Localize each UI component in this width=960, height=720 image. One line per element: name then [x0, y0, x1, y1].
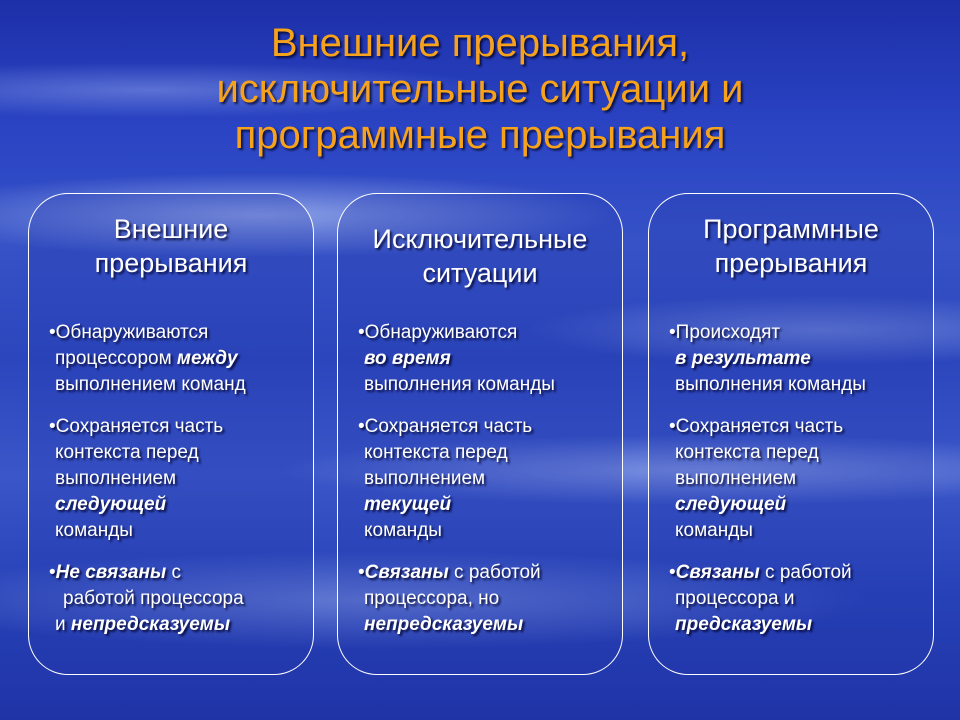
bullet-line [49, 560, 307, 586]
emphasis-text: Связаны [364, 562, 449, 583]
bullet-line [358, 320, 616, 346]
title-line-3: программные прерывания [234, 113, 726, 157]
bullet-text: выполнения команды [364, 374, 555, 395]
slide-title [0, 20, 960, 158]
bullet-text: с работой [759, 562, 852, 583]
bullet-item [358, 414, 616, 544]
bullet-line [669, 586, 927, 612]
bullet-text: команды [55, 520, 133, 541]
column-external-interrupts [28, 193, 314, 675]
bullet-text: Происходят [675, 322, 781, 343]
bullet-dot: • [669, 416, 676, 437]
emphasis-text: между [176, 348, 238, 369]
bullet-text: с [166, 562, 181, 583]
bullet-line [669, 372, 927, 398]
title-line-2: исключительные ситуации и [216, 67, 744, 111]
bullet-line [358, 372, 616, 398]
bullet-text: Обнаруживаются [364, 322, 518, 343]
bullet-dot: • [669, 562, 676, 583]
emphasis-text: непредсказуемы [70, 614, 231, 635]
emphasis-text: непредсказуемы [364, 614, 524, 635]
bullet-line [669, 492, 927, 518]
bullet-line [669, 440, 927, 466]
bullet-dot: • [358, 562, 365, 583]
bullet-line [669, 320, 927, 346]
bullet-text: и [55, 614, 71, 635]
column-software-interrupts [648, 193, 934, 675]
bullet-text: работой процессора [63, 588, 244, 609]
bullet-text: команды [364, 520, 442, 541]
emphasis-text: предсказуемы [675, 614, 813, 635]
bullet-dot: • [358, 322, 365, 343]
bullet-text: Сохраняется часть [675, 416, 844, 437]
bullet-text: процессором [55, 348, 177, 369]
bullet-text: Сохраняется часть [55, 416, 224, 437]
bullet-text: выполнением [675, 468, 797, 489]
bullet-line [49, 586, 307, 612]
bullet-dot: • [669, 322, 676, 343]
bullet-dot: • [49, 416, 56, 437]
column-heading-line: прерывания [714, 248, 868, 278]
bullet-dot: • [358, 416, 365, 437]
column-heading-line: Исключительные [372, 224, 588, 254]
bullet-line [358, 518, 616, 544]
bullet-list [669, 320, 927, 654]
emphasis-text: следующей [55, 494, 167, 515]
bullet-line [49, 440, 307, 466]
bullet-text: контекста перед [55, 442, 199, 463]
bullet-line [49, 492, 307, 518]
bullet-line [358, 466, 616, 492]
bullet-line [669, 466, 927, 492]
bullet-line [358, 560, 616, 586]
column-heading-line: Программные [703, 214, 879, 244]
emphasis-text: Связаны [675, 562, 760, 583]
bullet-text: контекста перед [675, 442, 819, 463]
emphasis-text: во время [364, 348, 451, 369]
bullet-line [49, 612, 307, 638]
bullet-line [358, 414, 616, 440]
emphasis-text: следующей [675, 494, 787, 515]
bullet-item [49, 560, 307, 638]
bullet-text: выполнением [55, 468, 177, 489]
bullet-dot: • [49, 562, 56, 583]
bullet-text: выполнением команд [55, 374, 246, 395]
bullet-text: Сохраняется часть [364, 416, 533, 437]
bullet-text: выполнением [364, 468, 486, 489]
bullet-line [669, 414, 927, 440]
bullet-item [358, 320, 616, 398]
column-heading [29, 212, 313, 280]
bullet-line [49, 466, 307, 492]
bullet-item [49, 414, 307, 544]
bullet-text: контекста перед [364, 442, 508, 463]
emphasis-text: Не связаны [55, 562, 167, 583]
bullet-dot: • [49, 322, 56, 343]
bullet-line [669, 560, 927, 586]
column-heading-line: Внешние [113, 214, 229, 244]
bullet-item [669, 320, 927, 398]
bullet-line [49, 320, 307, 346]
bullet-list [49, 320, 307, 654]
bullet-line [358, 440, 616, 466]
bullet-text: выполнения команды [675, 374, 866, 395]
bullet-text: с работой [448, 562, 541, 583]
bullet-line [358, 492, 616, 518]
bullet-text: команды [675, 520, 753, 541]
bullet-line [669, 518, 927, 544]
emphasis-text: текущей [364, 494, 452, 515]
bullet-list [358, 320, 616, 654]
column-heading [649, 212, 933, 280]
bullet-line [358, 586, 616, 612]
bullet-item [49, 320, 307, 398]
bullet-line [669, 346, 927, 372]
bullet-line [49, 346, 307, 372]
bullet-line [49, 414, 307, 440]
bullet-item [669, 414, 927, 544]
bullet-text: процессора и [675, 588, 795, 609]
bullet-text: процессора, но [364, 588, 500, 609]
title-line-1: Внешние прерывания, [270, 21, 690, 65]
bullet-line [49, 372, 307, 398]
bullet-line [49, 518, 307, 544]
column-heading-line: ситуации [422, 258, 538, 288]
bullet-item [358, 560, 616, 638]
column-exceptions [337, 193, 623, 675]
column-heading-line: прерывания [94, 248, 248, 278]
bullet-line [358, 612, 616, 638]
bullet-item [669, 560, 927, 638]
bullet-text: Обнаруживаются [55, 322, 209, 343]
column-heading [338, 222, 622, 290]
emphasis-text: в результате [675, 348, 811, 369]
bullet-line [669, 612, 927, 638]
bullet-line [358, 346, 616, 372]
